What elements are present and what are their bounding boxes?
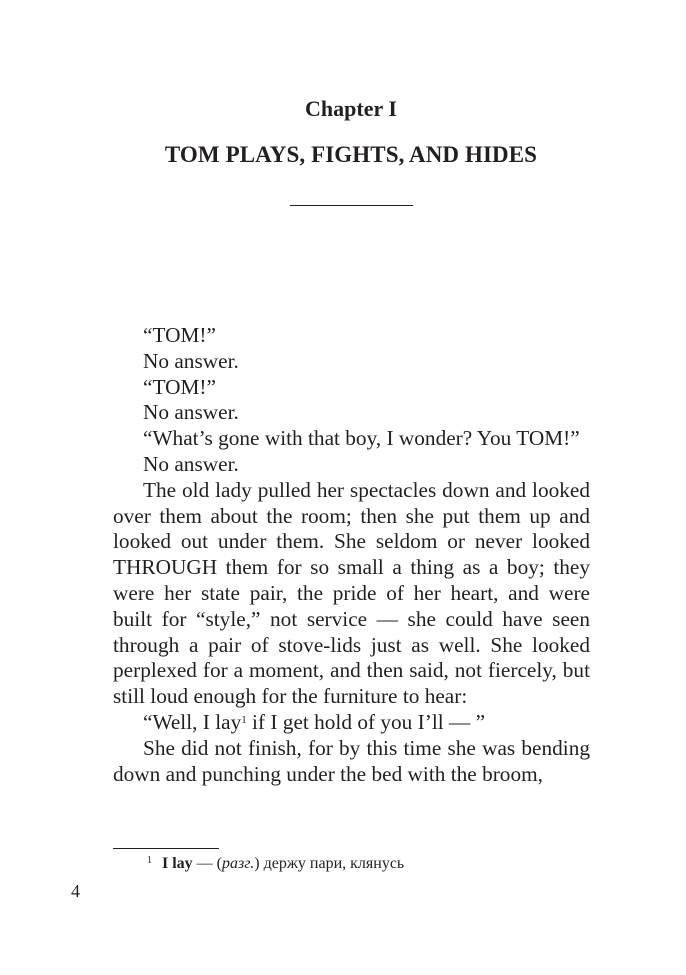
paragraph: No answer. — [143, 348, 239, 373]
title-divider — [290, 205, 413, 206]
footnote — [147, 850, 404, 875]
page-number: 4 — [71, 881, 80, 901]
paragraph-text: “Well, I lay — [143, 709, 242, 734]
chapter-label: Chapter I — [305, 96, 397, 121]
paragraph: “TOM!” — [143, 374, 216, 399]
paragraph: “TOM!” — [143, 323, 216, 347]
paragraph: “What’s gone with that boy, I wonder? You TOM!” — [143, 426, 580, 451]
footnote-divider — [113, 848, 219, 849]
paragraph: No answer. — [143, 400, 239, 425]
paragraph — [113, 710, 590, 736]
paragraph: No answer. — [143, 451, 239, 476]
paragraph: She did not finish, for by this time she was bending down and punching under the bed with the broom, — [113, 735, 590, 786]
footnote-number: 1 — [147, 855, 152, 866]
paragraph: The old lady pulled her spectacles down and looked over them about the room; then she put them up and looked out under them. She seldom or never looked THROUGH them for so small a thing as a boy; they were her state pair, the pride of her heart, and were built for “style,” not service — she could have seen through a pair of stove-lids just as well. She looked perplexed for a moment, and then said, not fiercely, but still loud enough for the furniture to hear: — [113, 477, 590, 709]
footnote-reference[interactable]: 1 — [241, 713, 247, 726]
footnote-dash: — ( — [192, 855, 222, 872]
footnote-term: I lay — [162, 855, 193, 872]
body-text — [113, 323, 590, 787]
paragraph-text: if I get hold of you I’ll — ” — [246, 709, 486, 734]
chapter-title: TOM PLAYS, FIGHTS, AND HIDES — [164, 142, 538, 167]
footnote-style-mark: разг. — [222, 855, 255, 872]
footnote-text: ) держу пари, клянусь — [254, 855, 405, 872]
